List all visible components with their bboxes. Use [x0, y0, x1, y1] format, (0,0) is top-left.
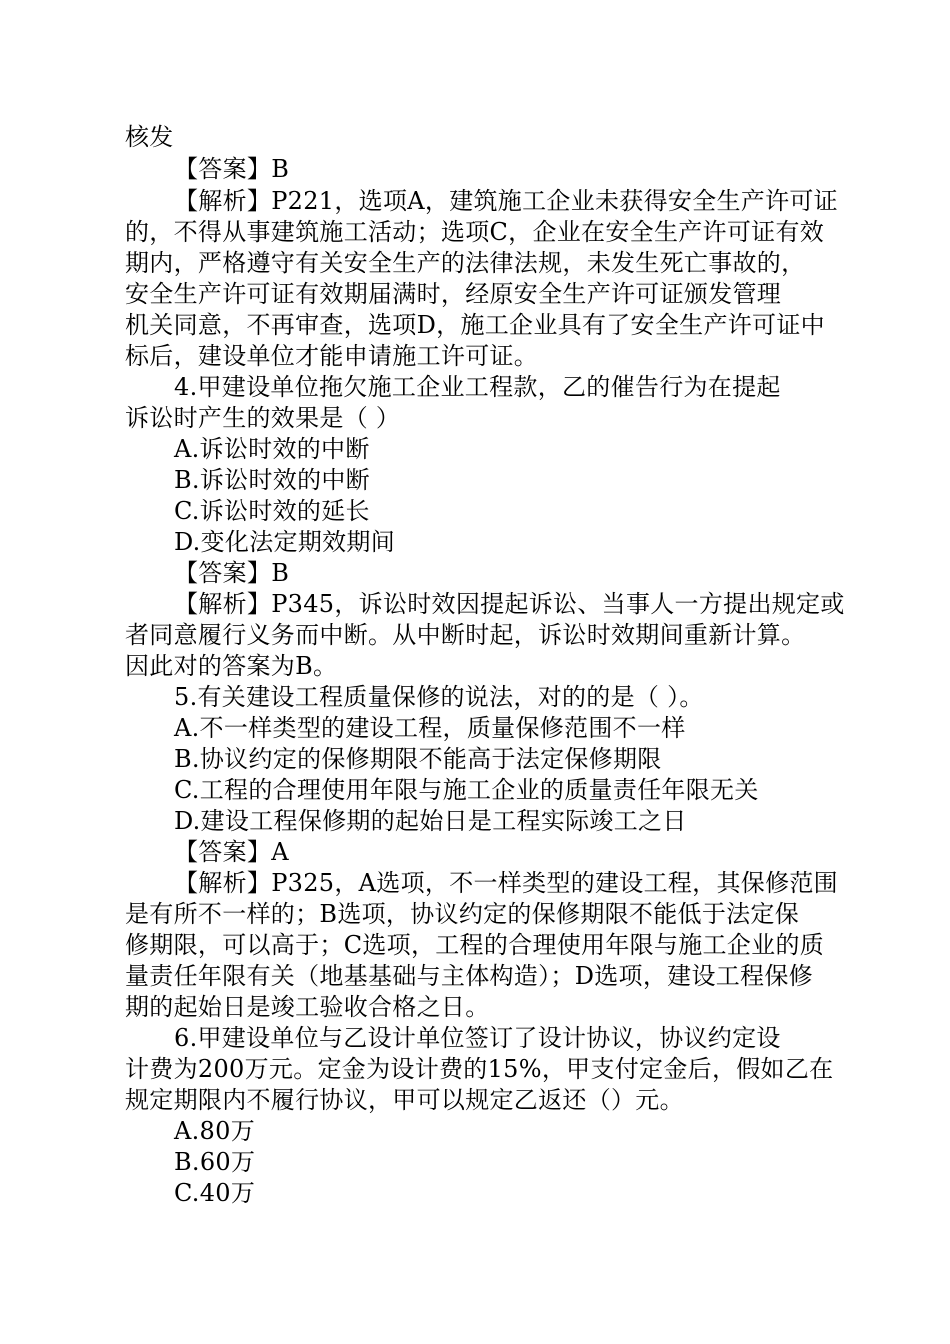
question-5-line-1: 5.有关建设工程质量保修的说法，对的的是（ ）。	[174, 683, 704, 711]
analysis-line-q3-1: 【解析】P221，选项A，建筑施工企业未获得安全生产许可证	[174, 187, 838, 215]
option-6a: A.80万	[174, 1117, 255, 1145]
option-4d: D.变化法定期效期间	[174, 528, 396, 556]
option-5d: D.建设工程保修期的起始日是工程实际竣工之日	[174, 807, 687, 835]
analysis-line-q5-4: 量责任年限有关（地基基础与主体构造）；D选项，建设工程保修	[125, 962, 813, 990]
question-6-line-3: 规定期限内不履行协议，甲可以规定乙返还（）元。	[125, 1086, 684, 1114]
analysis-line-q4-1: 【解析】P345，诉讼时效因提起诉讼、当事人一方提出规定或	[174, 590, 845, 618]
option-4b: B.诉讼时效的中断	[174, 466, 370, 494]
question-6-line-2: 计费为200万元。定金为设计费的15%，甲支付定金后，假如乙在	[125, 1055, 834, 1083]
option-5c: C.工程的合理使用年限与施工企业的质量责任年限无关	[174, 776, 759, 804]
option-4a: A.诉讼时效的中断	[174, 435, 370, 463]
analysis-line-q5-1: 【解析】P325，A选项，不一样类型的建设工程，其保修范围	[174, 869, 838, 897]
text-line-continuation: 核发	[125, 123, 174, 151]
analysis-line-q4-2: 者同意履行义务而中断。从中断时起，诉讼时效期间重新计算。	[125, 621, 806, 649]
option-5a: A.不一样类型的建设工程，质量保修范围不一样	[174, 714, 686, 742]
analysis-line-q4-3: 因此对的答案为B。	[125, 652, 338, 680]
analysis-line-q3-5: 机关同意，不再审查，选项D，施工企业具有了安全生产许可证中	[125, 311, 825, 339]
option-4c: C.诉讼时效的延长	[174, 497, 370, 525]
analysis-line-q3-2: 的，不得从事建筑施工活动；选项C，企业在安全生产许可证有效	[125, 218, 825, 246]
option-6c: C.40万	[174, 1179, 256, 1207]
answer-line-q3: 【答案】B	[174, 155, 290, 183]
answer-line-q4: 【答案】B	[174, 559, 290, 587]
answer-line-q5: 【答案】A	[174, 838, 289, 866]
analysis-line-q3-4: 安全生产许可证有效期届满时，经原安全生产许可证颁发管理	[125, 280, 782, 308]
analysis-line-q3-6: 标后，建设单位才能申请施工许可证。	[125, 342, 539, 370]
analysis-line-q5-5: 期的起始日是竣工验收合格之日。	[125, 993, 490, 1021]
question-6-line-1: 6.甲建设单位与乙设计单位签订了设计协议，协议约定设	[174, 1024, 781, 1052]
analysis-line-q5-2: 是有所不一样的；B选项，协议约定的保修期限不能低于法定保	[125, 900, 800, 928]
option-6b: B.60万	[174, 1148, 256, 1176]
question-4-line-2: 诉讼时产生的效果是（ ）	[125, 404, 401, 432]
question-4-line-1: 4.甲建设单位拖欠施工企业工程款，乙的催告行为在提起	[174, 373, 781, 401]
analysis-line-q5-3: 修期限，可以高于；C选项，工程的合理使用年限与施工企业的质	[125, 931, 825, 959]
analysis-line-q3-3: 期内，严格遵守有关安全生产的法律法规，未发生死亡事故的，	[125, 249, 806, 277]
option-5b: B.协议约定的保修期限不能高于法定保修期限	[174, 745, 662, 773]
